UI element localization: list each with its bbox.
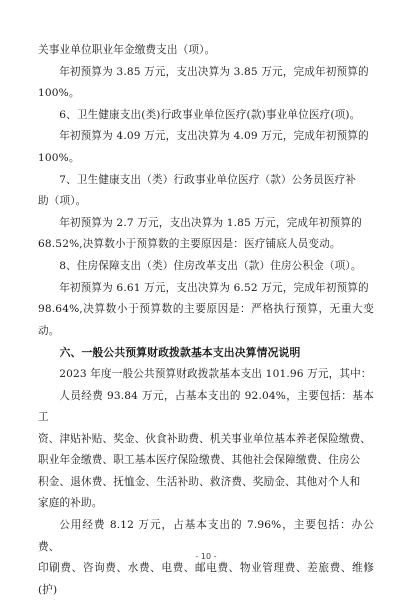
paragraph-line: 100%。	[38, 151, 80, 164]
paragraph-line: 职业年金缴费、职工基本医疗保险缴费、其他社会保障缴费、住房公	[38, 454, 361, 467]
paragraph-line: 助（项）。	[38, 195, 87, 208]
paragraph-line: 年初预算为 6.61 万元，支出决算为 6.52 万元，完成年初预算的	[59, 281, 369, 294]
paragraph-line: 68.52%,决算数小于预算数的主要原因是：医疗铺底人员变动。	[38, 238, 341, 251]
paragraph-line: 年初预算为 3.85 万元，支出决算为 3.85 万元，完成年初预算的	[59, 65, 369, 78]
paragraph-line: 公用经费 8.12 万元，占基本支出的 7.96%，主要包括：办公费、	[38, 519, 374, 553]
paragraph-line: 6、卫生健康支出(类)行政事业单位医疗(款)事业单位医疗(项)。	[59, 108, 361, 121]
paragraph-line: 资、津贴补贴、奖金、伙食补助费、机关事业单位基本养老保险缴费、	[38, 432, 372, 445]
section-heading: 六、一般公共预算财政拨款基本支出决算情况说明	[59, 346, 301, 360]
paragraph-line: 100%。	[38, 87, 80, 100]
document-body	[38, 40, 374, 601]
paragraph-line: 关事业单位职业年金缴费支出（项）。	[38, 44, 216, 56]
paragraph-line: 人员经费 93.84 万元，占基本支出的 92.04%，主要包括：基本工	[38, 389, 374, 424]
paragraph-line: 8、住房保障支出（类）住房改革支出（款）住房公积金（项）。	[59, 259, 362, 272]
page-number: - 10 -	[195, 552, 217, 561]
paragraph-line: 积金、退休费、抚恤金、生活补助、救济费、奖励金、其他对个人和	[38, 475, 361, 488]
paragraph-line: 2023 年度一般公共预算财政拨款基本支出 101.96 万元，其中：	[59, 367, 372, 380]
paragraph-line: 家庭的补助。	[38, 497, 103, 510]
paragraph-line: 7、卫生健康支出（类）行政事业单位医疗（款）公务员医疗补	[59, 173, 357, 186]
paragraph-line: 年初预算为 2.7 万元，支出决算为 1.85 万元，完成年初预算的	[59, 216, 362, 229]
paragraph-line: 年初预算为 4.09 万元，支出决算为 4.09 万元，完成年初预算的	[59, 130, 369, 143]
paragraph-line: 印刷费、咨询费、水费、电费、邮电费、物业管理费、差旅费、维修(护)	[38, 562, 374, 596]
paragraph-line: 98.64%,决算数小于预算数的主要原因是：严格执行预算，无重大变动。	[38, 303, 374, 337]
